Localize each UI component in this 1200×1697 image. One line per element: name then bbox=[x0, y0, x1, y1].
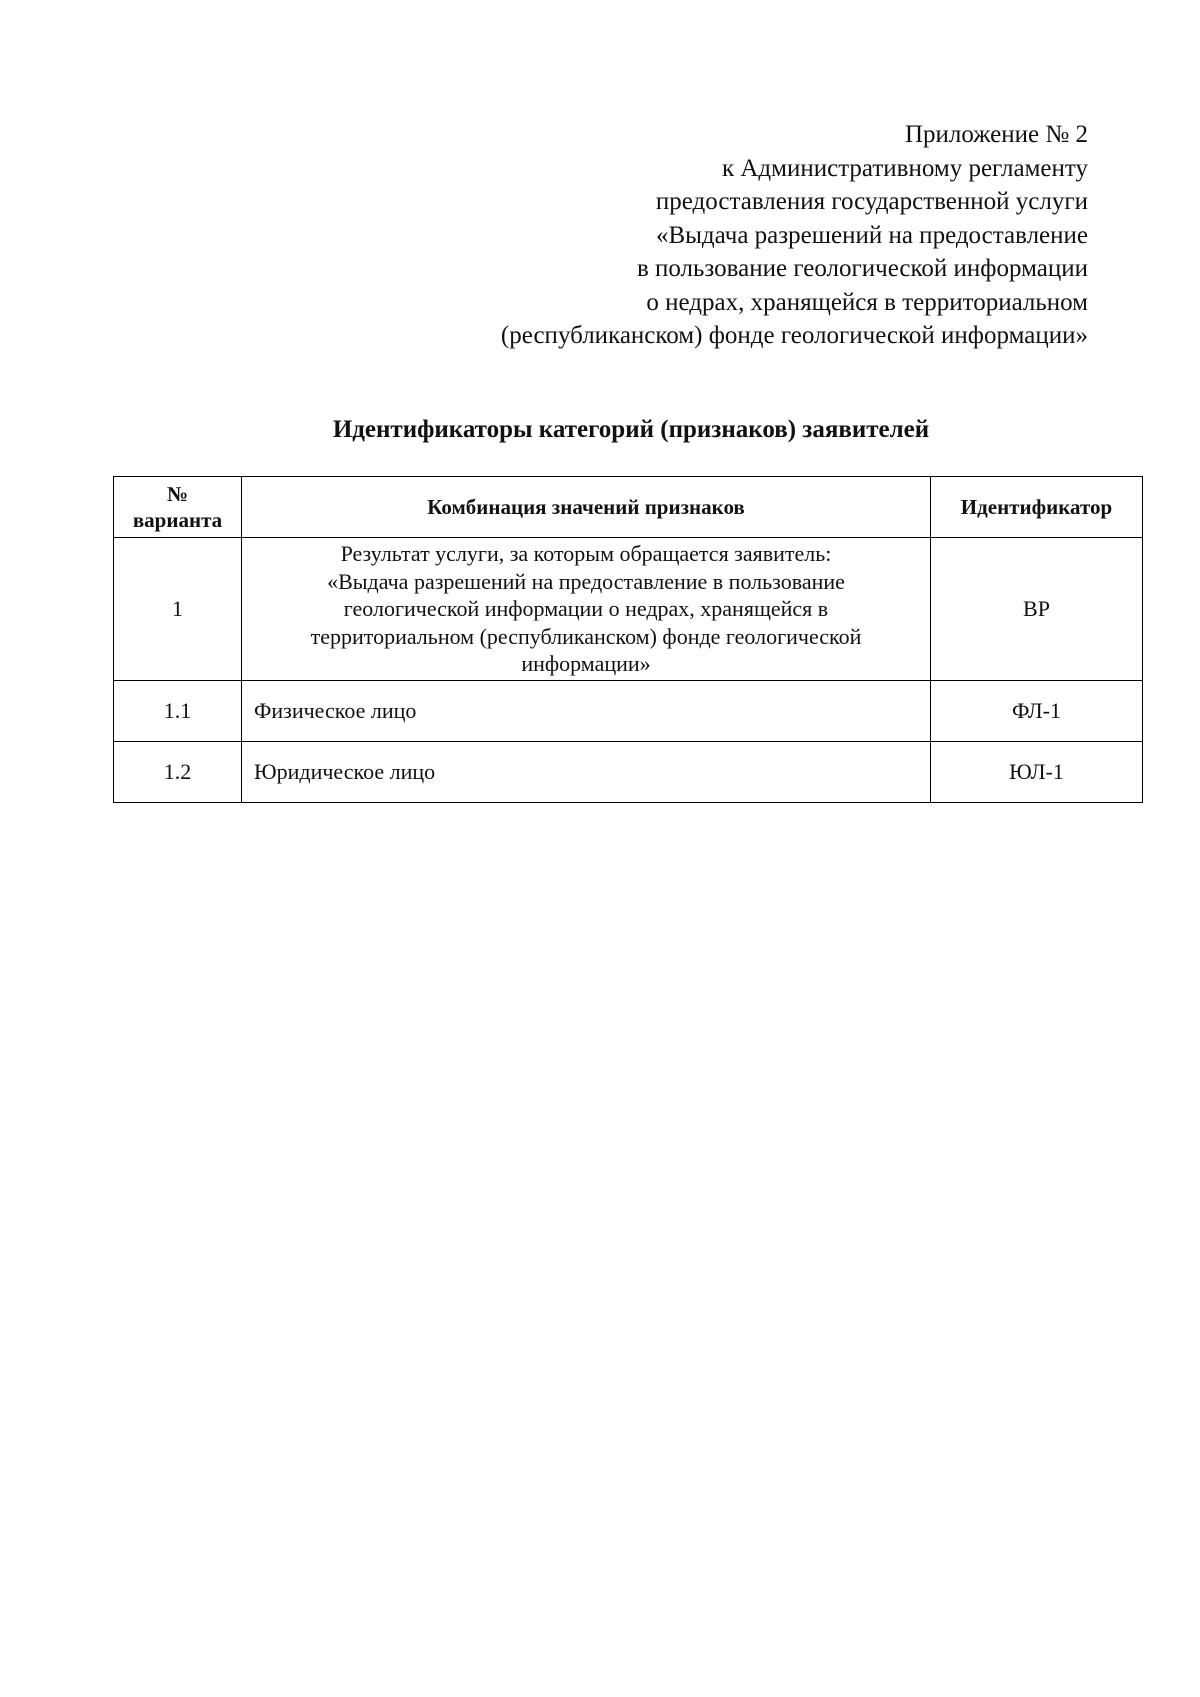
cell-combination: Физическое лицо bbox=[242, 681, 931, 742]
header-identifier: Идентификатор bbox=[931, 477, 1143, 538]
cell-variant-number: 1.1 bbox=[114, 681, 242, 742]
header-variant-number: № варианта bbox=[114, 477, 242, 538]
table-row bbox=[114, 538, 1143, 681]
appendix-line: о недрах, хранящейся в территориальном bbox=[646, 288, 1088, 316]
cell-identifier: ФЛ-1 bbox=[931, 681, 1143, 742]
table-row bbox=[114, 742, 1143, 803]
header-combination: Комбинация значений признаков bbox=[242, 477, 931, 538]
appendix-line: к Административному регламенту bbox=[721, 154, 1088, 182]
appendix-header bbox=[368, 118, 1088, 353]
appendix-line: (республиканском) фонде геологической информации» bbox=[500, 322, 1088, 349]
identifiers-table bbox=[113, 476, 1143, 803]
table-row bbox=[114, 681, 1143, 742]
cell-identifier: ЮЛ-1 bbox=[931, 742, 1143, 803]
cell-variant-number: 1.2 bbox=[114, 742, 242, 803]
appendix-line: в пользование геологической информации bbox=[636, 255, 1088, 282]
cell-variant-number: 1 bbox=[114, 538, 242, 681]
appendix-line: Приложение № 2 bbox=[904, 121, 1088, 148]
cell-combination: Результат услуги, за которым обращается заявитель: «Выдача разрешений на предоставление в пользование геологической информации о недрах, хранящейся в территориальном (республиканском) фонде геологической информации» bbox=[242, 538, 931, 681]
table-header-row bbox=[114, 477, 1143, 538]
appendix-line: предоставления государственной услуги bbox=[655, 188, 1088, 215]
cell-identifier: ВР bbox=[931, 538, 1143, 681]
cell-combination: Юридическое лицо bbox=[242, 742, 931, 803]
appendix-line: «Выдача разрешений на предоставление bbox=[655, 221, 1088, 249]
page-title: Идентификаторы категорий (признаков) заявителей bbox=[332, 416, 930, 443]
